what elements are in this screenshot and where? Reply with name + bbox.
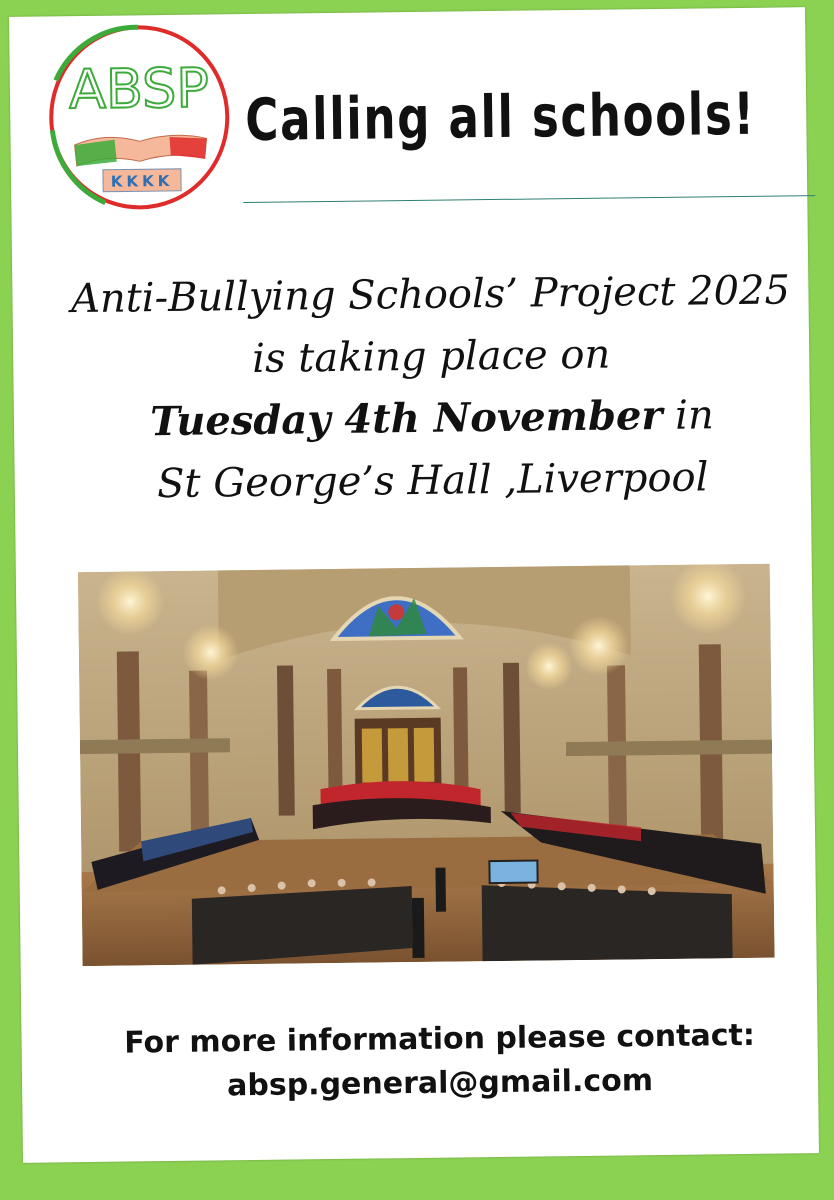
headline: Calling all schools! [244, 79, 756, 155]
contact-info [41, 1013, 834, 1111]
contact-email[interactable]: absp.general@gmail.com [226, 1063, 654, 1104]
event-title: Anti-Bullying Schools’ Project 2025 [70, 267, 791, 323]
logo-subtext: KKKK [110, 171, 174, 191]
event-date-suffix: in [662, 392, 714, 439]
absp-logo [43, 18, 235, 215]
headline-divider [243, 195, 815, 203]
event-date-line [34, 383, 831, 455]
event-venue: St George’s Hall ,Liverpool [156, 454, 709, 508]
poster-sheet [9, 7, 819, 1163]
event-intro: is taking place on [251, 331, 611, 382]
contact-label: For more information please contact: [124, 1017, 756, 1061]
event-date: Tuesday 4th November [149, 391, 663, 446]
concert-hall-photo [78, 564, 775, 966]
event-details [32, 259, 831, 517]
logo-text: ABSP [68, 56, 210, 122]
